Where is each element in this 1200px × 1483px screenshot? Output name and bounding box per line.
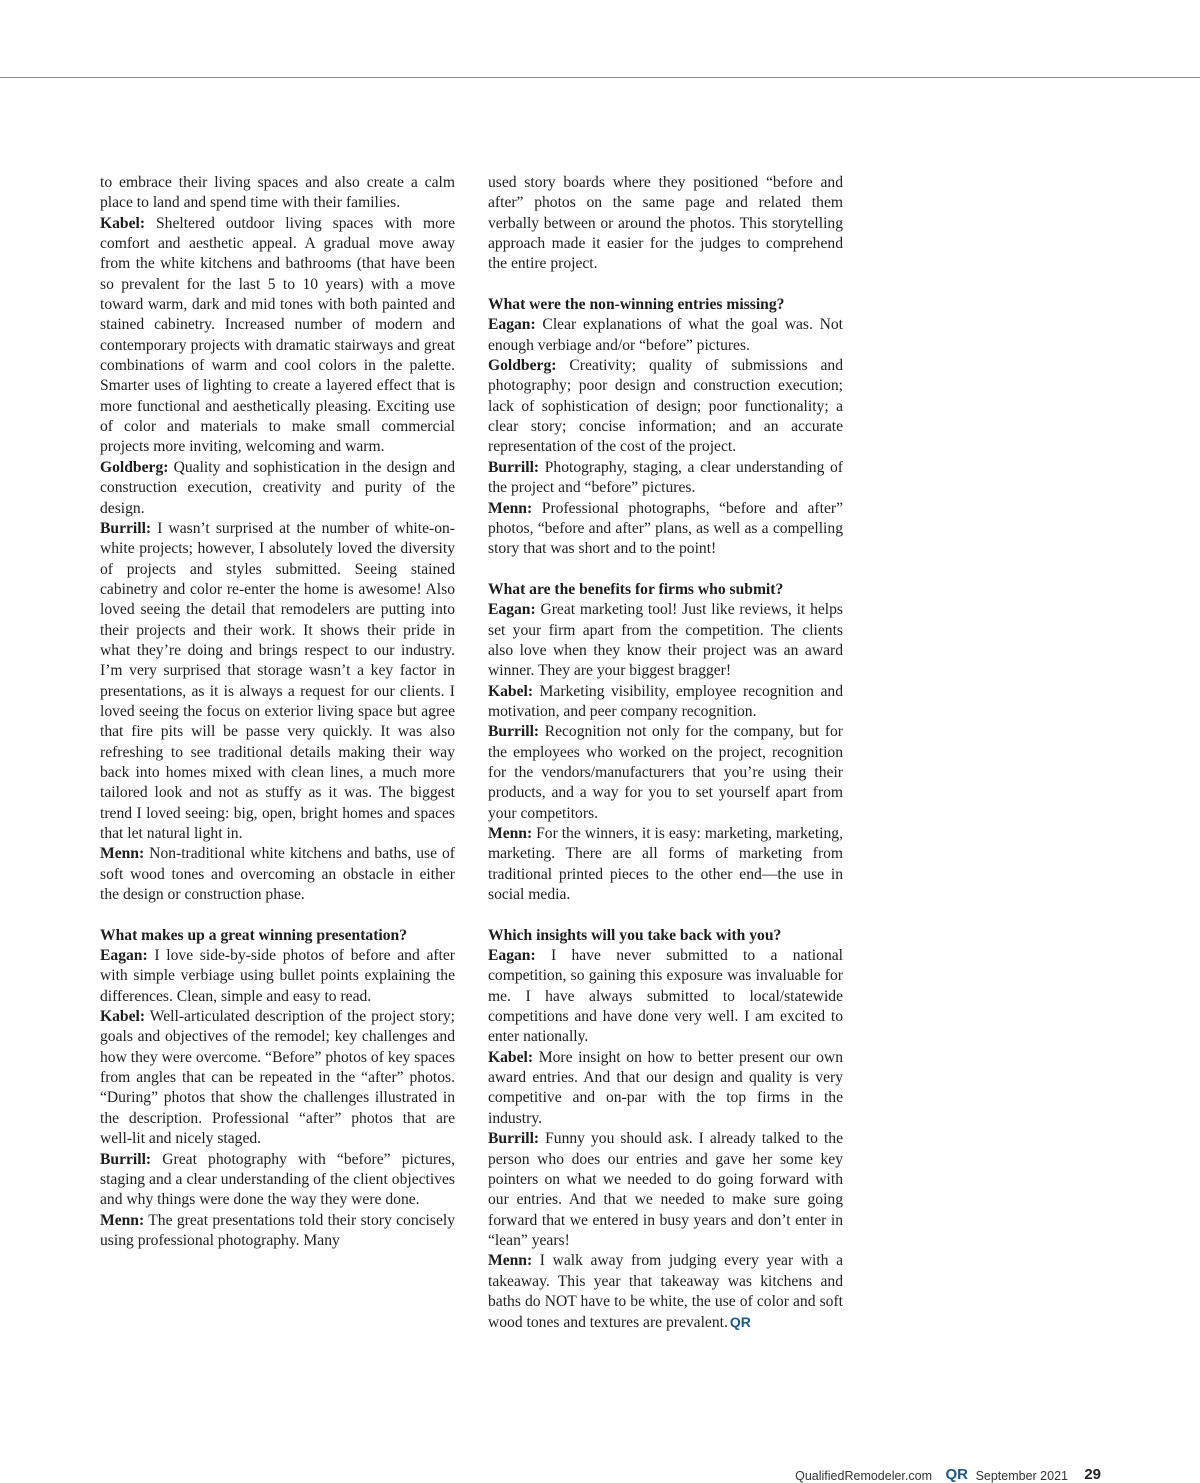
answer-paragraph [100,1007,455,1149]
answer-text: to embrace their living spaces and also create a calm place to land and spend time with their families. [100,174,455,212]
answer-text: For the winners, it is easy: marketing, marketing, marketing. There are all forms of marketing from traditional printed pieces to the other end—the use in social media. [488,825,843,904]
answer-paragraph [488,1048,843,1129]
answer-paragraph [488,315,843,356]
right-column [488,173,843,1334]
speaker-name: Eagan: [488,947,536,965]
answer-paragraph [100,946,455,1007]
answer-text: Photography, staging, a clear understanding of the project and “before” pictures. [488,458,843,497]
answer-text: The great presentations told their story concisely using professional photography. Many [100,1211,455,1249]
speaker-name: Goldberg: [100,458,169,476]
answer-text: I have never submitted to a national competition, so gaining this exposure was invaluable for me. I have always submitted to local/statewide competitions and have done very well. I am excited to enter nationally. [488,947,843,1046]
paragraph-spacer [100,905,455,925]
answer-paragraph [488,946,843,1048]
answer-paragraph [488,600,843,681]
speaker-name: Burrill: [488,1130,540,1148]
answer-paragraph [100,173,455,214]
answer-paragraph [488,173,843,275]
answer-paragraph [100,844,455,905]
footer-date: September 2021 [975,1469,1068,1483]
answer-text: Creativity; quality of submissions and photography; poor design and construction execution; lack of sophistication of design; poor functionality; a clear story; concise information; and an accurate representation of the cost of the project. [488,357,843,456]
left-column [100,173,455,1251]
footer-logo: QR [945,1466,968,1483]
speaker-name: Kabel: [100,1008,146,1026]
paragraph-spacer [488,905,843,925]
question-heading: What were the non-winning entries missing? [488,296,785,314]
top-rule [0,77,1200,78]
end-mark-logo: QR [729,1314,751,1331]
question-heading: What makes up a great winning presentation? [100,926,408,944]
answer-paragraph [100,1211,455,1252]
speaker-name: Eagan: [100,947,148,965]
speaker-name: Kabel: [100,214,146,232]
answer-paragraph [100,214,455,458]
answer-text: Funny you should ask. I already talked to the person who does our entries and gave her some key pointers on what we needed to do going forward with our entries. And that we needed to make sure going forward that we entered in busy years and don’t enter in “lean” years! [488,1130,843,1249]
speaker-name: Burrill: [488,458,540,476]
answer-text: Great marketing tool! Just like reviews, it helps set your firm apart from the competition. The clients also love when they know their project was an award winner. They are your biggest bragger! [488,601,843,680]
speaker-name: Kabel: [488,1048,534,1066]
speaker-name: Eagan: [488,601,536,619]
answer-text: I love side-by-side photos of before and after with simple verbiage using bullet points explaining the differences. Clean, simple and easy to read. [100,947,455,1005]
question-heading: Which insights will you take back with you? [488,926,782,944]
speaker-name: Goldberg: [488,357,557,375]
speaker-name: Burrill: [100,519,152,537]
answer-text: Sheltered outdoor living spaces with more comfort and aesthetic appeal. A gradual move away from the white kitchens and bathrooms (that have been so prevalent for the last 5 to 10 years) with a move toward warm, dark and mid tones with both painted and stained cabinetry. Increased number of modern and contemporary projects with dramatic stairways and great combinations of warm and cool colors in the palette. Smarter uses of lighting to create a layered effect that is more functional and aesthetically pleasing. Exciting use of color and materials to make small commercial projects more inviting, welcoming and warm. [100,214,455,456]
answer-paragraph [100,458,455,519]
speaker-name: Eagan: [488,316,536,334]
answer-text: Marketing visibility, employee recognition and motivation, and peer company recognition. [488,682,843,720]
answer-paragraph [488,824,843,905]
speaker-name: Kabel: [488,682,534,700]
answer-paragraph [488,499,843,560]
answer-paragraph [488,722,843,824]
question-heading: What are the benefits for firms who submit? [488,580,784,598]
speaker-name: Burrill: [100,1150,152,1168]
answer-text: Recognition not only for the company, but for the employees who worked on the project, recognition for the vendors/manufacturers that you’re using their products, and a way for you to set yourself apart from your competitors. [488,723,843,822]
answer-text: Professional photographs, “before and after” photos, “before and after” plans, as well as a compelling story that was short and to the point! [488,499,843,558]
footer-site: QualifiedRemodeler.com [795,1469,932,1483]
answer-paragraph [488,682,843,723]
speaker-name: Menn: [100,845,145,863]
paragraph-spacer [488,560,843,580]
answer-paragraph [488,1129,843,1251]
answer-text: Great photography with “before” pictures, staging and a clear understanding of the client objectives and why things were done the way they were done. [100,1150,455,1209]
answer-text: Non-traditional white kitchens and baths, use of soft wood tones and overcoming an obstacle in either the design or construction phase. [100,845,455,904]
answer-text: Quality and sophistication in the design and construction execution, creativity and purity of the design. [100,458,455,517]
answer-text: Clear explanations of what the goal was. Not enough verbiage and/or “before” pictures. [488,316,843,354]
answer-paragraph [100,519,455,845]
answer-paragraph [488,458,843,499]
speaker-name: Menn: [488,825,533,842]
answer-text: I wasn’t surprised at the number of white-on-white projects; however, I absolutely loved the diversity of projects and styles submitted. Seeing stained cabinetry and color re-enter the home is awesome! Also loved seeing the detail that remodelers are putting into their projects and their work. It shows their pride in what they’re doing and brings respect to our industry. I’m very surprised that storage wasn’t a key factor in presentations, as it is always a request for our clients. I loved seeing the focus on exterior living space but agree that fire pits will be passe very quickly. It was also refreshing to see traditional details making their way back into homes mixed with clean lines, a much more tailored look and not as stuffy as it was. The biggest trend I loved seeing: big, open, bright homes and spaces that let natural light in. [100,519,455,842]
speaker-name: Menn: [488,1252,533,1270]
speaker-name: Burrill: [488,723,540,741]
answer-text: I walk away from judging every year with a takeaway. This year that takeaway was kitchens and baths do NOT have to be white, the use of color and soft wood tones and textures are prevalent. [488,1252,843,1332]
speaker-name: Menn: [100,1211,145,1229]
answer-paragraph [488,356,843,458]
answer-text: More insight on how to better present our own award entries. And that our design and quality is very competitive and on-par with the top firms in the industry. [488,1048,843,1127]
answer-paragraph [100,1150,455,1211]
speaker-name: Menn: [488,499,533,517]
answer-paragraph [488,1251,843,1333]
paragraph-spacer [488,275,843,295]
page-number: 29 [1084,1466,1101,1483]
answer-text: used story boards where they positioned “before and after” photos on the same page and related them verbally between or around the photos. This storytelling approach made it easier for the judges to comprehend the entire project. [488,174,843,273]
answer-text: Well-articulated description of the project story; goals and objectives of the remodel; key challenges and how they were overcome. “Before” photos of key spaces from angles that can be repeated in the “after” photos. “During” photos that show the challenges illustrated in the description. Professional “after” photos that are well-lit and nicely staged. [100,1008,455,1148]
